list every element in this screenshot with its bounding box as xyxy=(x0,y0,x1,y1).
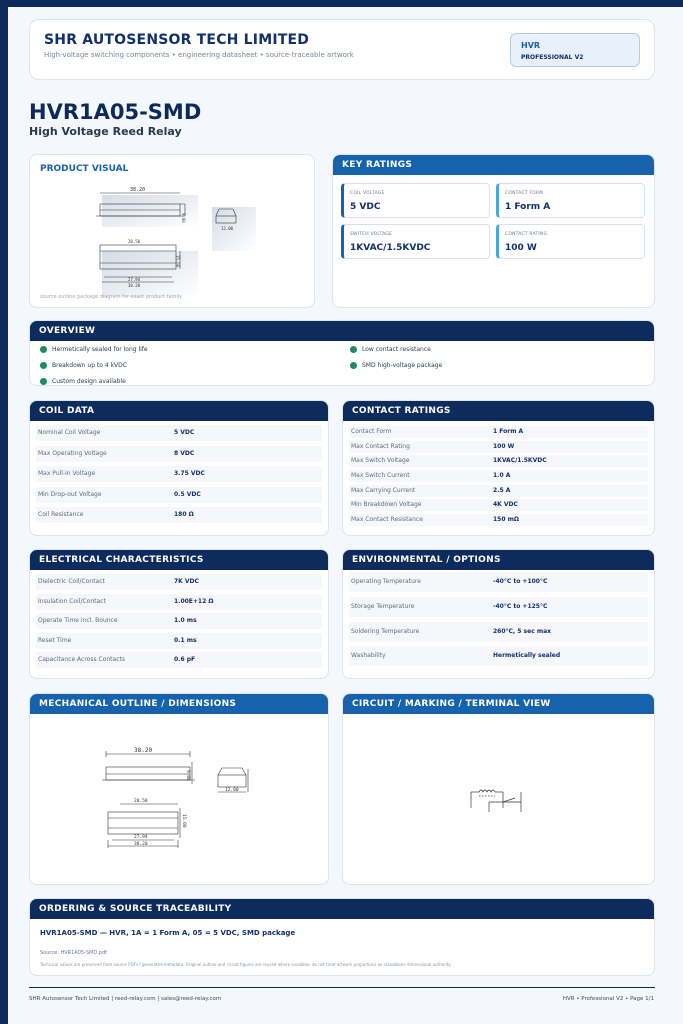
spec-row: Dielectric Coil/Contact 7K VDC xyxy=(30,574,328,590)
electrical-card xyxy=(29,549,329,679)
overview-item: SMD high-voltage package xyxy=(350,362,442,370)
check-dot-icon xyxy=(40,362,47,369)
ordering-note: Technical values are preserved from source PDFs / generated metadata. Original outline and circuit figures are reused where available; do not treat artwork proportions as standalone dimensional authority. xyxy=(40,962,452,967)
dim-pin-pitch: 20.50 xyxy=(134,799,148,804)
ordering-card xyxy=(29,898,655,976)
environmental-card xyxy=(342,549,655,679)
spec-row: Reset Time 0.1 ms xyxy=(30,633,328,649)
rating-contact-rating xyxy=(496,224,645,259)
ordering-source: Source: HVR1A05-SMD.pdf xyxy=(40,950,107,956)
spec-row: Operate Time incl. Bounce 1.0 ms xyxy=(30,613,328,629)
check-dot-icon xyxy=(350,362,357,369)
check-dot-icon xyxy=(40,378,47,385)
key-ratings-title: KEY RATINGS xyxy=(333,155,654,175)
circuit-card xyxy=(342,693,655,885)
series-code: HVR xyxy=(521,41,541,50)
mechanical-card xyxy=(29,693,329,885)
contact-ratings-title: CONTACT RATINGS xyxy=(343,401,654,421)
mechanical-outline-drawing xyxy=(30,714,329,885)
dim-top-length: 38.20 xyxy=(130,187,146,193)
dim-bottom-inner: 27.94 xyxy=(134,835,148,840)
rating-value: 1 Form A xyxy=(505,202,551,212)
contact-ratings-card xyxy=(342,400,655,536)
dim-pin-pitch: 20.50 xyxy=(128,239,141,244)
dim-right-side: 15.00 xyxy=(181,814,186,828)
overview-item: Custom design available xyxy=(40,378,126,386)
dim-side-height: 9.00 xyxy=(185,770,190,781)
product-outline-drawing xyxy=(30,155,315,308)
overview-item: Low contact resistance xyxy=(350,346,431,354)
dim-end-width: 12.00 xyxy=(221,226,234,231)
ordering-code-line: HVR1A05-SMD — HVR, 1A = 1 Form A, 05 = 5 VDC, SMD package xyxy=(40,929,296,937)
rating-label: CONTACT FORM xyxy=(505,191,544,196)
spec-row: Insulation Coil/Contact 1.00E+12 Ω xyxy=(30,594,328,610)
spec-row: Max Pull-in Voltage 3.75 VDC xyxy=(30,466,328,482)
circuit-schematic xyxy=(343,714,655,885)
spec-row: Max Switch Current 1.0 A xyxy=(343,470,654,482)
series-edition: PROFESSIONAL V2 xyxy=(521,54,584,61)
overview-item: Breakdown up to 4 kVDC xyxy=(40,362,127,370)
spec-row: Nominal Coil Voltage 5 VDC xyxy=(30,425,328,441)
spec-row: Min Drop-out Voltage 0.5 VDC xyxy=(30,487,328,503)
check-dot-icon xyxy=(350,346,357,353)
rating-contact-form xyxy=(496,183,645,218)
dim-end-width: 12.00 xyxy=(225,788,239,793)
environmental-title: ENVIRONMENTAL / OPTIONS xyxy=(343,550,654,570)
mechanical-title: MECHANICAL OUTLINE / DIMENSIONS xyxy=(30,694,328,714)
left-accent-bar xyxy=(0,0,8,1024)
spec-row: Contact Form 1 Form A xyxy=(343,426,654,438)
rating-value: 5 VDC xyxy=(350,202,381,212)
rating-switch-voltage xyxy=(341,224,490,259)
top-accent-bar xyxy=(0,0,683,7)
series-badge xyxy=(510,33,640,67)
dim-bottom-outer: 38.20 xyxy=(128,283,141,288)
company-tagline: High-voltage switching components • engineering datasheet • source-traceable artwork xyxy=(44,51,354,59)
dim-side-height: 9.00 xyxy=(181,213,186,223)
rating-value: 100 W xyxy=(505,243,537,253)
product-visual-title: PRODUCT VISUAL xyxy=(40,164,129,174)
circuit-title: CIRCUIT / MARKING / TERMINAL VIEW xyxy=(343,694,654,714)
dim-top-length: 38.20 xyxy=(134,747,153,754)
dim-right-side: 15.00 xyxy=(175,255,180,268)
coil-data-title: COIL DATA xyxy=(30,401,328,421)
dim-bottom-inner: 27.94 xyxy=(128,277,141,282)
spec-row: Soldering Temperature 260°C, 5 sec max xyxy=(343,622,654,642)
check-dot-icon xyxy=(40,346,47,353)
key-ratings-card xyxy=(332,154,655,308)
spec-row: Operating Temperature -40°C to +100°C xyxy=(343,572,654,592)
overview-card xyxy=(29,320,655,386)
rating-label: CONTACT RATING xyxy=(505,232,548,237)
rating-label: SWITCH VOLTAGE xyxy=(350,232,393,237)
overview-title: OVERVIEW xyxy=(30,321,654,341)
spec-row: Max Carrying Current 2.5 A xyxy=(343,485,654,497)
footer-contact: SHR Autosensor Tech Limited | reed-relay.com | sales@reed-relay.com xyxy=(29,996,222,1002)
spec-row: Max Contact Rating 100 W xyxy=(343,441,654,453)
company-name: SHR AUTOSENSOR TECH LIMITED xyxy=(44,32,310,48)
part-number: HVR1A05-SMD xyxy=(29,100,202,124)
spec-row: Max Switch Voltage 1KVAC/1.5KVDC xyxy=(343,455,654,467)
footer-page-info: HVR • Professional V2 • Page 1/1 xyxy=(562,996,654,1002)
part-subtitle: High Voltage Reed Relay xyxy=(29,125,182,138)
spec-row: Coil Resistance 180 Ω xyxy=(30,507,328,523)
spec-row: Washability Hermetically sealed xyxy=(343,646,654,666)
rating-coil-voltage xyxy=(341,183,490,218)
electrical-title: ELECTRICAL CHARACTERISTICS xyxy=(30,550,328,570)
spec-row: Min Breakdown Voltage 4K VDC xyxy=(343,499,654,511)
spec-row: Storage Temperature -40°C to +125°C xyxy=(343,597,654,617)
header-card xyxy=(29,19,655,80)
footer-rule xyxy=(29,987,655,988)
product-visual-card xyxy=(29,154,315,308)
rating-label: COIL VOLTAGE xyxy=(350,191,385,196)
spec-row: Capacitance Across Contacts 0.6 pF xyxy=(30,652,328,668)
overview-item: Hermetically sealed for long life xyxy=(40,346,148,354)
dim-bottom-outer: 38.20 xyxy=(134,842,148,847)
spec-row: Max Operating Voltage 8 VDC xyxy=(30,446,328,462)
spec-row: Max Contact Resistance 150 mΩ xyxy=(343,514,654,526)
rating-value: 1KVAC/1.5KVDC xyxy=(350,243,431,253)
ordering-title: ORDERING & SOURCE TRACEABILITY xyxy=(30,899,654,919)
product-visual-caption: source outline package diagram for exact product family xyxy=(40,294,183,300)
coil-data-card xyxy=(29,400,329,536)
